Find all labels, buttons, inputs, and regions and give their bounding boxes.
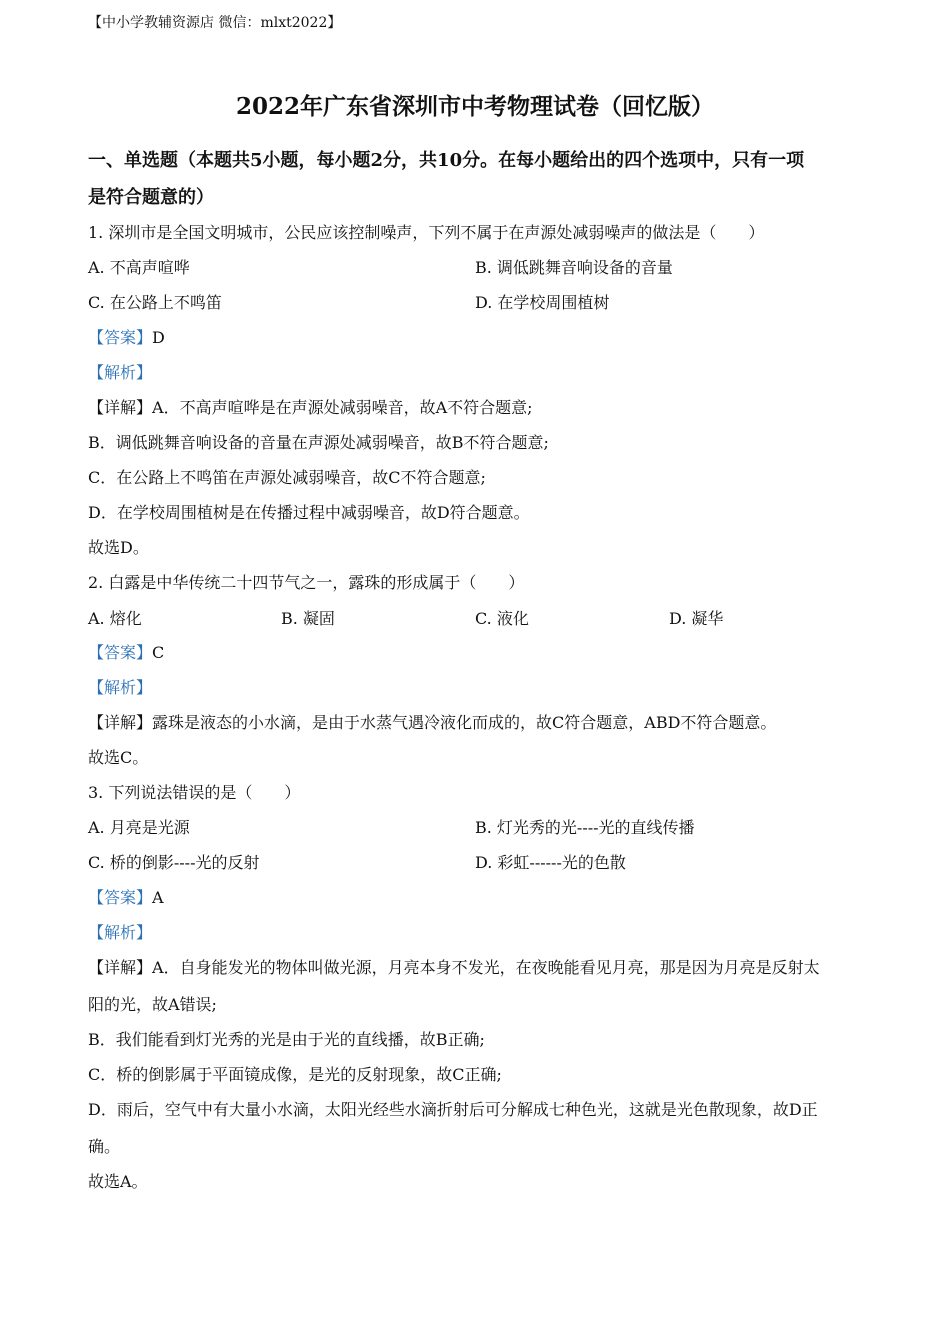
question-2-option-d: D. 凝华 [669, 609, 724, 628]
question-2-detail-1 [88, 710, 776, 733]
answer-value: C [152, 643, 165, 662]
question-1-analysis-tag: 【解析】 [88, 363, 153, 382]
question-3-detail-5: D．雨后，空气中有大量小水滴，太阳光经些水滴折射后可分解成七种色光，这就是光色散现象，故D正 [88, 1100, 818, 1119]
detail-tag: 【详解】 [88, 398, 153, 417]
question-1-detail-4: D．在学校周围植树是在传播过程中减弱噪音，故D符合题意。 [88, 503, 530, 522]
question-3-detail-4: C．桥的倒影属于平面镜成像，是光的反射现象，故C正确; [88, 1065, 502, 1084]
question-1-option-a: A. 不高声喧哗 [88, 258, 190, 277]
question-2-answer [88, 640, 164, 663]
question-3-option-b: B. 灯光秀的光----光的直线传播 [475, 818, 695, 837]
question-1-option-d: D. 在学校周围植树 [475, 293, 610, 312]
question-3-detail-2: 阳的光，故A错误; [88, 995, 217, 1014]
answer-tag: 【答案】 [88, 888, 153, 907]
question-2-option-a: A. 熔化 [88, 609, 142, 628]
question-1-option-b: B. 调低跳舞音响设备的音量 [475, 258, 673, 277]
answer-value: A [152, 888, 164, 907]
question-1-detail-1 [88, 395, 533, 418]
section-heading: 一、单选题（本题共5小题，每小题2分，共10分。在每小题给出的四个选项中，只有一项 [88, 150, 805, 171]
question-3-option-c: C. 桥的倒影----光的反射 [88, 853, 260, 872]
detail-text: A．自身能发光的物体叫做光源，月亮本身不发光，在夜晚能看见月亮，那是因为月亮是反射太 [152, 958, 820, 977]
page-header: 【中小学教辅资源店 微信：mlxt2022】 [88, 15, 342, 31]
question-2-analysis-tag: 【解析】 [88, 678, 153, 697]
question-2-option-c: C. 液化 [475, 609, 529, 628]
document-title: 2022年广东省深圳市中考物理试卷（回忆版） [235, 93, 714, 120]
question-3-answer [88, 885, 164, 908]
question-2-stem: 2. 白露是中华传统二十四节气之一，露珠的形成属于（ ） [88, 573, 525, 592]
question-2-conclusion: 故选C。 [88, 748, 149, 767]
question-1-detail-2: B．调低跳舞音响设备的音量在声源处减弱噪音，故B不符合题意; [88, 433, 549, 452]
question-1-stem: 1. 深圳市是全国文明城市，公民应该控制噪声，下列不属于在声源处减弱噪声的做法是（ ） [88, 223, 765, 242]
detail-text: 露珠是液态的小水滴，是由于水蒸气遇冷液化而成的，故C符合题意，ABD不符合题意。 [152, 713, 777, 732]
detail-text: A．不高声喧哗是在声源处减弱噪音，故A不符合题意; [152, 398, 533, 417]
answer-tag: 【答案】 [88, 328, 153, 347]
section-heading-cont: 是符合题意的） [88, 187, 214, 208]
question-3-option-d: D. 彩虹------光的色散 [475, 853, 626, 872]
detail-tag: 【详解】 [88, 958, 153, 977]
question-1-detail-3: C．在公路上不鸣笛在声源处减弱噪音，故C不符合题意; [88, 468, 486, 487]
answer-tag: 【答案】 [88, 643, 153, 662]
question-3-detail-3: B．我们能看到灯光秀的光是由于光的直线播，故B正确; [88, 1030, 485, 1049]
question-3-analysis-tag: 【解析】 [88, 923, 153, 942]
question-3-stem: 3. 下列说法错误的是（ ） [88, 783, 301, 802]
question-2-option-b: B. 凝固 [281, 609, 335, 628]
question-1-answer [88, 325, 165, 348]
question-1-conclusion: 故选D。 [88, 538, 149, 557]
question-3-detail-6: 确。 [88, 1137, 121, 1156]
question-3-detail-1 [88, 955, 820, 978]
question-3-option-a: A. 月亮是光源 [88, 818, 190, 837]
answer-value: D [152, 328, 165, 347]
question-3-conclusion: 故选A。 [88, 1172, 148, 1191]
detail-tag: 【详解】 [88, 713, 153, 732]
question-1-option-c: C. 在公路上不鸣笛 [88, 293, 222, 312]
